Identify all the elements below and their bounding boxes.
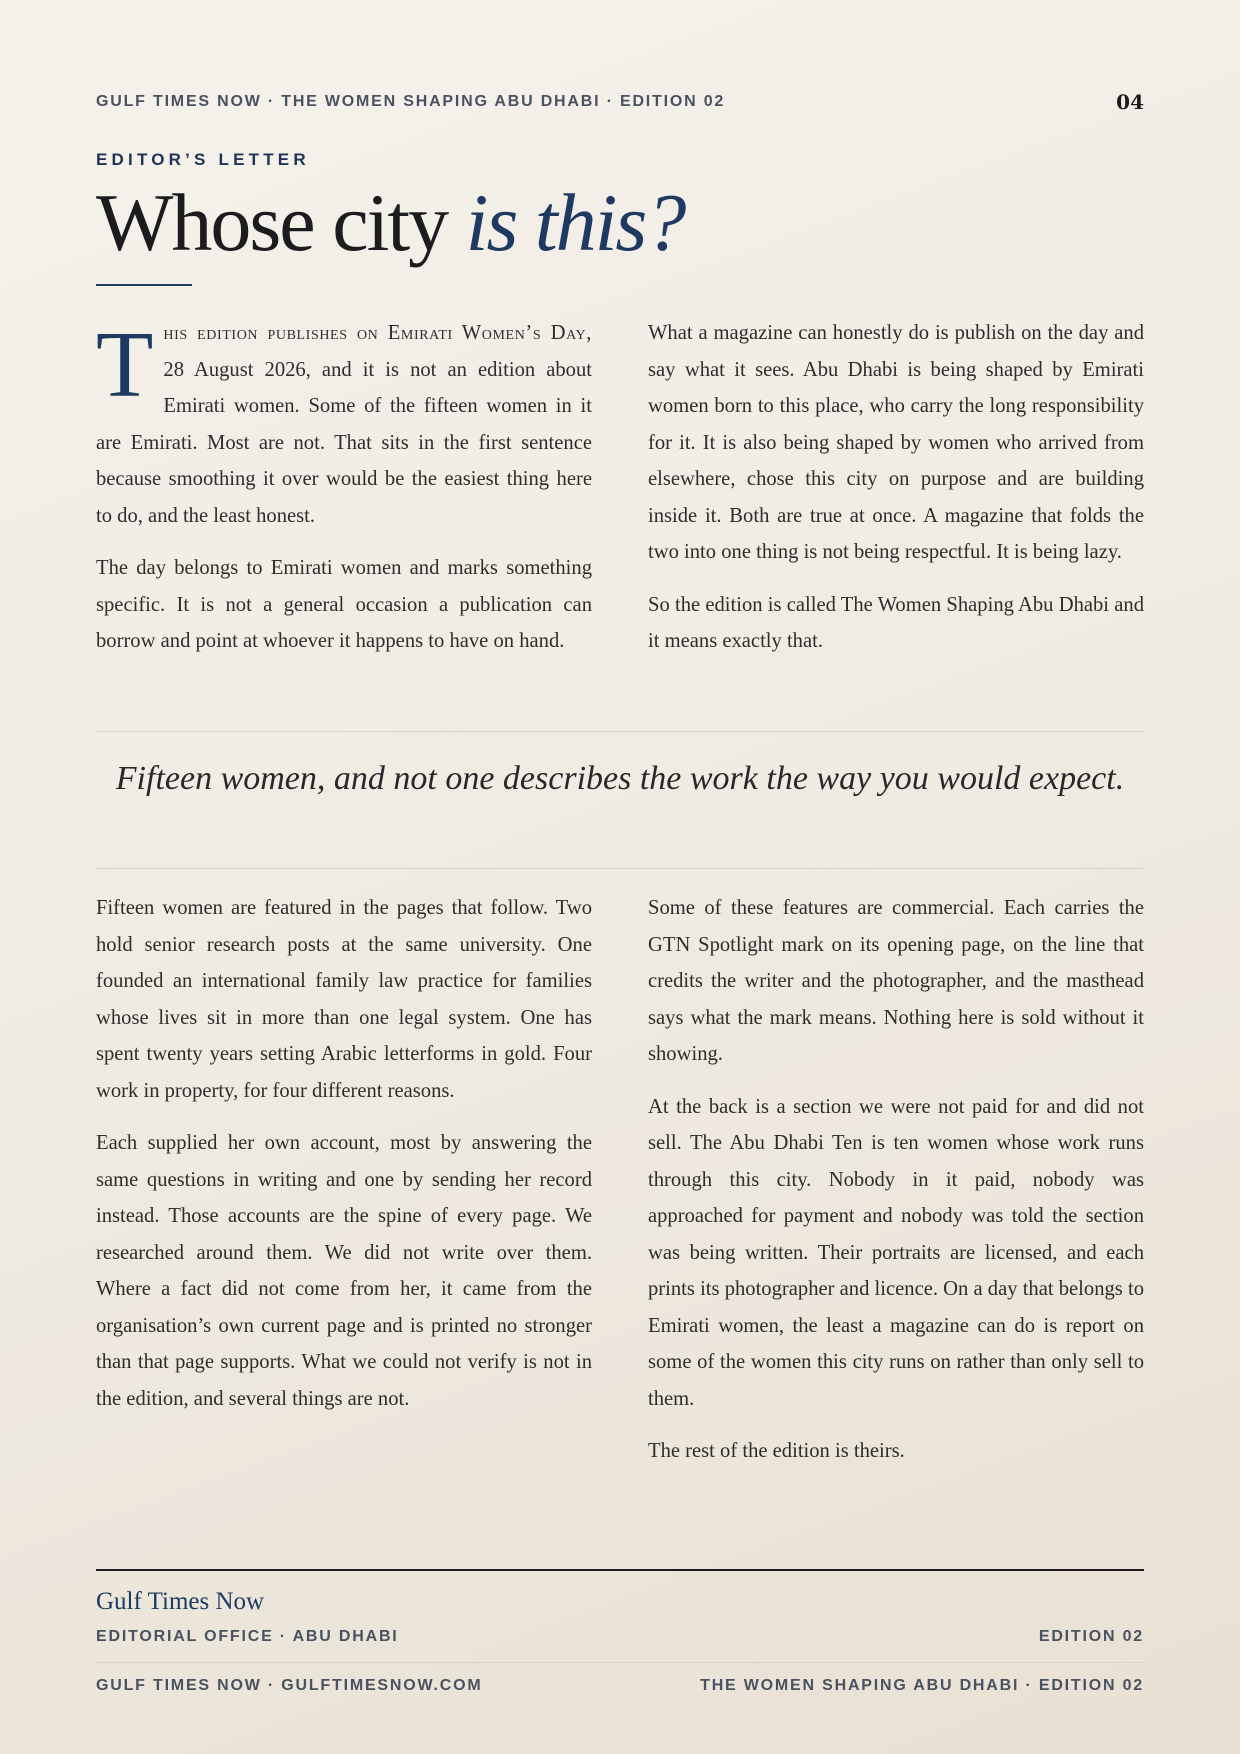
- footer-rule: [96, 1569, 1144, 1571]
- footer-edition: EDITION 02: [1038, 1628, 1144, 1645]
- section-kicker: EDITOR’S LETTER: [96, 150, 310, 169]
- intro-smallcaps: his edition publishes on Emirati Women’s Day,: [163, 322, 592, 344]
- title-underline: [96, 284, 192, 286]
- body-paragraph: The day belongs to Emirati women and marks something specific. It is not a general occasion a publication can borrow and point at whoever it happens to have on hand.: [96, 557, 592, 652]
- intro-paragraph: [96, 315, 592, 534]
- body-paragraph: Some of these features are commercial. Each carries the GTN Spotlight mark on its opening page, on the line that credits the writer and the photographer, and the masthead says what the mark means. Nothing here is sold without it showing.: [648, 897, 1144, 1065]
- body-paragraph: Fifteen women are featured in the pages that follow. Two hold senior research posts at the same university. One founded an international family law practice for families whose lives sit in more than one legal system. One has spent twenty years setting Arabic letterforms in gold. Four work in property, for four different reasons.: [96, 897, 592, 1102]
- pull-quote: Fifteen women, and not one describes the work the way you would expect.: [115, 760, 1125, 797]
- body-paragraph: At the back is a section we were not paid for and did not sell. The Abu Dhabi Ten is ten women whose work runs through this city. Nobody in it paid, nobody was approached for payment and nobody was told the section was being written. Their portraits are licensed, and each prints its photographer and licence. On a day that belongs to Emirati women, the least a magazine can do is report on some of the women this city runs on rather than only sell to them.: [648, 1095, 1144, 1410]
- footer-brand: Gulf Times Now: [96, 1588, 265, 1615]
- editor-letter-page: [96, 0, 1144, 1754]
- drop-cap: T: [96, 313, 154, 417]
- intro-text: 28 August 2026, and it is not an edition about Emirati women. Some of the fifteen women in it are Emirati. Most are not. That sits in the first sentence because smoothing it over would be the easiest thing here to do, and the least honest.: [96, 358, 592, 527]
- pullquote-rule-bottom: [96, 868, 1144, 869]
- footer-site: GULF TIMES NOW · GULFTIMESNOW.COM: [96, 1677, 483, 1694]
- top-right-column: [648, 315, 1144, 676]
- body-paragraph: So the edition is called The Women Shaping Abu Dhabi and it means exactly that.: [648, 593, 1144, 652]
- body-paragraph: The rest of the edition is theirs.: [648, 1440, 905, 1462]
- footer-series: THE WOMEN SHAPING ABU DHABI · EDITION 02: [700, 1677, 1144, 1694]
- body-paragraph: Each supplied her own account, most by answering the same questions in writing and one by sending her record instead. Those accounts are the spine of every page. We researched around them. We did not write over them. Where a fact did not come from her, it came from the organisation’s own current page and is printed no stronger than that page supports. What we could not verify is not in the edition, and several things are not.: [96, 1132, 592, 1410]
- title-lead: Whose city: [96, 177, 448, 268]
- bottom-left-column: [96, 890, 592, 1433]
- pullquote-rule-top: [96, 731, 1144, 732]
- title-accent: is this?: [465, 177, 685, 268]
- top-left-column: [96, 315, 592, 676]
- page-number: 04: [1116, 90, 1144, 114]
- body-paragraph: What a magazine can honestly do is publish on the day and say what it sees. Abu Dhabi is being shaped by Emirati women born to this place, who carry the long responsibility for it. It is also being shaped by women who arrived from elsewhere, chose this city on purpose and are building inside it. Both are true at once. A magazine that folds the two into one thing is not being respectful. It is being lazy.: [648, 322, 1144, 563]
- running-title: GULF TIMES NOW · THE WOMEN SHAPING ABU DHABI · EDITION 02: [96, 93, 726, 110]
- bottom-right-column: [648, 890, 1144, 1486]
- page-title: [96, 178, 684, 268]
- running-header: [96, 90, 1144, 114]
- footer-office: EDITORIAL OFFICE · ABU DHABI: [96, 1628, 399, 1645]
- footer-divider: [96, 1662, 1144, 1663]
